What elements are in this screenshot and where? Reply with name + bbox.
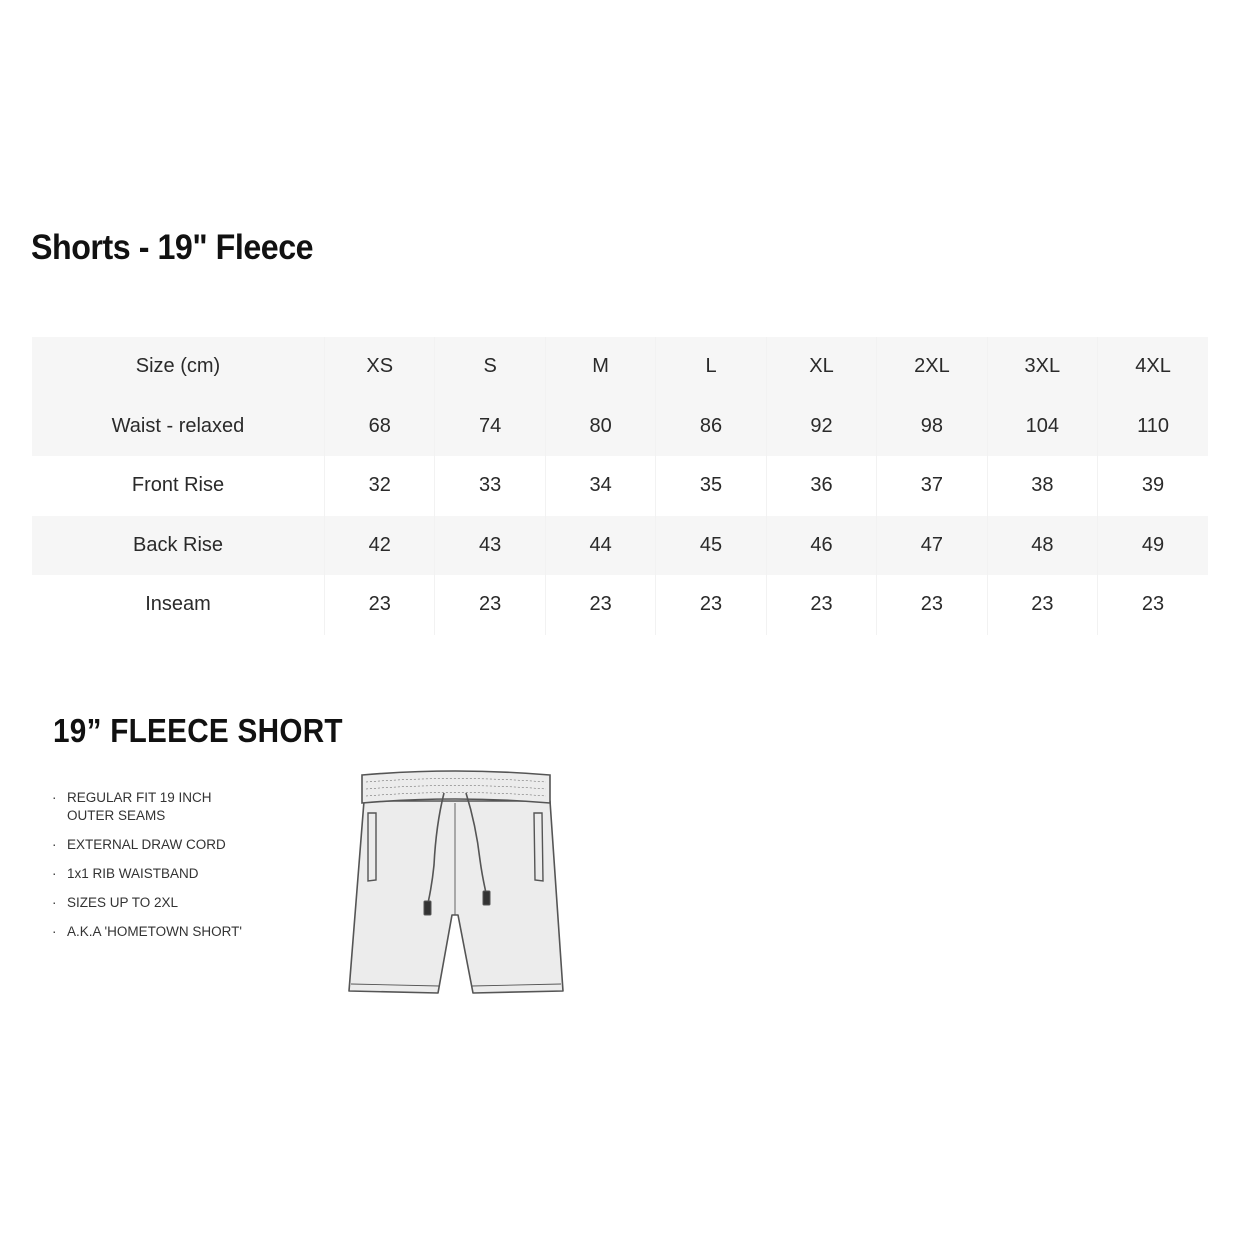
table-header-row <box>32 337 1208 397</box>
table-cell: 37 <box>877 456 987 516</box>
header-size-xl: XL <box>766 337 876 397</box>
table-cell: 86 <box>656 397 766 457</box>
table-cell: 42 <box>325 516 435 576</box>
header-size-label: Size (cm) <box>32 337 325 397</box>
table-cell: 35 <box>656 456 766 516</box>
product-heading: 19” FLEECE SHORT <box>53 712 343 749</box>
table-cell: 110 <box>1098 397 1208 457</box>
table-row <box>32 575 1208 635</box>
feature-text-continued: OUTER SEAMS <box>67 808 166 823</box>
feature-text: 1x1 RIB WAISTBAND <box>67 866 199 881</box>
list-item <box>52 789 292 825</box>
table-cell: 43 <box>435 516 545 576</box>
table-cell: 38 <box>987 456 1097 516</box>
table-cell: 23 <box>656 575 766 635</box>
bullet-icon: · <box>52 895 57 910</box>
table-cell: 36 <box>766 456 876 516</box>
table-cell: 23 <box>766 575 876 635</box>
feature-text: A.K.A 'HOMETOWN SHORT' <box>67 924 242 939</box>
feature-list <box>52 789 292 952</box>
row-label-front-rise: Front Rise <box>32 456 325 516</box>
bullet-icon: · <box>52 790 57 805</box>
table-cell: 33 <box>435 456 545 516</box>
table-cell: 23 <box>435 575 545 635</box>
table-cell: 48 <box>987 516 1097 576</box>
table-cell: 23 <box>987 575 1097 635</box>
table-cell: 47 <box>877 516 987 576</box>
list-item <box>52 865 292 883</box>
table-cell: 92 <box>766 397 876 457</box>
table-cell: 39 <box>1098 456 1208 516</box>
list-item <box>52 836 292 854</box>
header-size-4xl: 4XL <box>1098 337 1208 397</box>
header-size-3xl: 3XL <box>987 337 1097 397</box>
table-row <box>32 456 1208 516</box>
list-item <box>52 894 292 912</box>
feature-text: REGULAR FIT 19 INCH <box>67 790 212 805</box>
header-size-l: L <box>656 337 766 397</box>
bullet-icon: · <box>52 924 57 939</box>
header-size-xs: XS <box>325 337 435 397</box>
table-cell: 68 <box>325 397 435 457</box>
table-cell: 23 <box>545 575 655 635</box>
row-label-back-rise: Back Rise <box>32 516 325 576</box>
fleece-shorts-illustration-icon <box>340 765 570 1005</box>
table-cell: 23 <box>1098 575 1208 635</box>
table-cell: 44 <box>545 516 655 576</box>
table-cell: 34 <box>545 456 655 516</box>
row-label-waist: Waist - relaxed <box>32 397 325 457</box>
feature-text: EXTERNAL DRAW CORD <box>67 837 226 852</box>
page-title: Shorts - 19" Fleece <box>31 228 314 267</box>
table-cell: 80 <box>545 397 655 457</box>
list-item <box>52 923 292 941</box>
table-row <box>32 516 1208 576</box>
table-cell: 46 <box>766 516 876 576</box>
table-row <box>32 397 1208 457</box>
table-cell: 45 <box>656 516 766 576</box>
bullet-icon: · <box>52 866 57 881</box>
header-size-m: M <box>545 337 655 397</box>
table-cell: 23 <box>325 575 435 635</box>
table-cell: 104 <box>987 397 1097 457</box>
table-cell: 32 <box>325 456 435 516</box>
table-cell: 23 <box>877 575 987 635</box>
table-cell: 74 <box>435 397 545 457</box>
feature-text: SIZES UP TO 2XL <box>67 895 179 910</box>
bullet-icon: · <box>52 837 57 852</box>
header-size-s: S <box>435 337 545 397</box>
row-label-inseam: Inseam <box>32 575 325 635</box>
table-cell: 98 <box>877 397 987 457</box>
size-chart-table <box>32 337 1208 635</box>
table-cell: 49 <box>1098 516 1208 576</box>
header-size-2xl: 2XL <box>877 337 987 397</box>
